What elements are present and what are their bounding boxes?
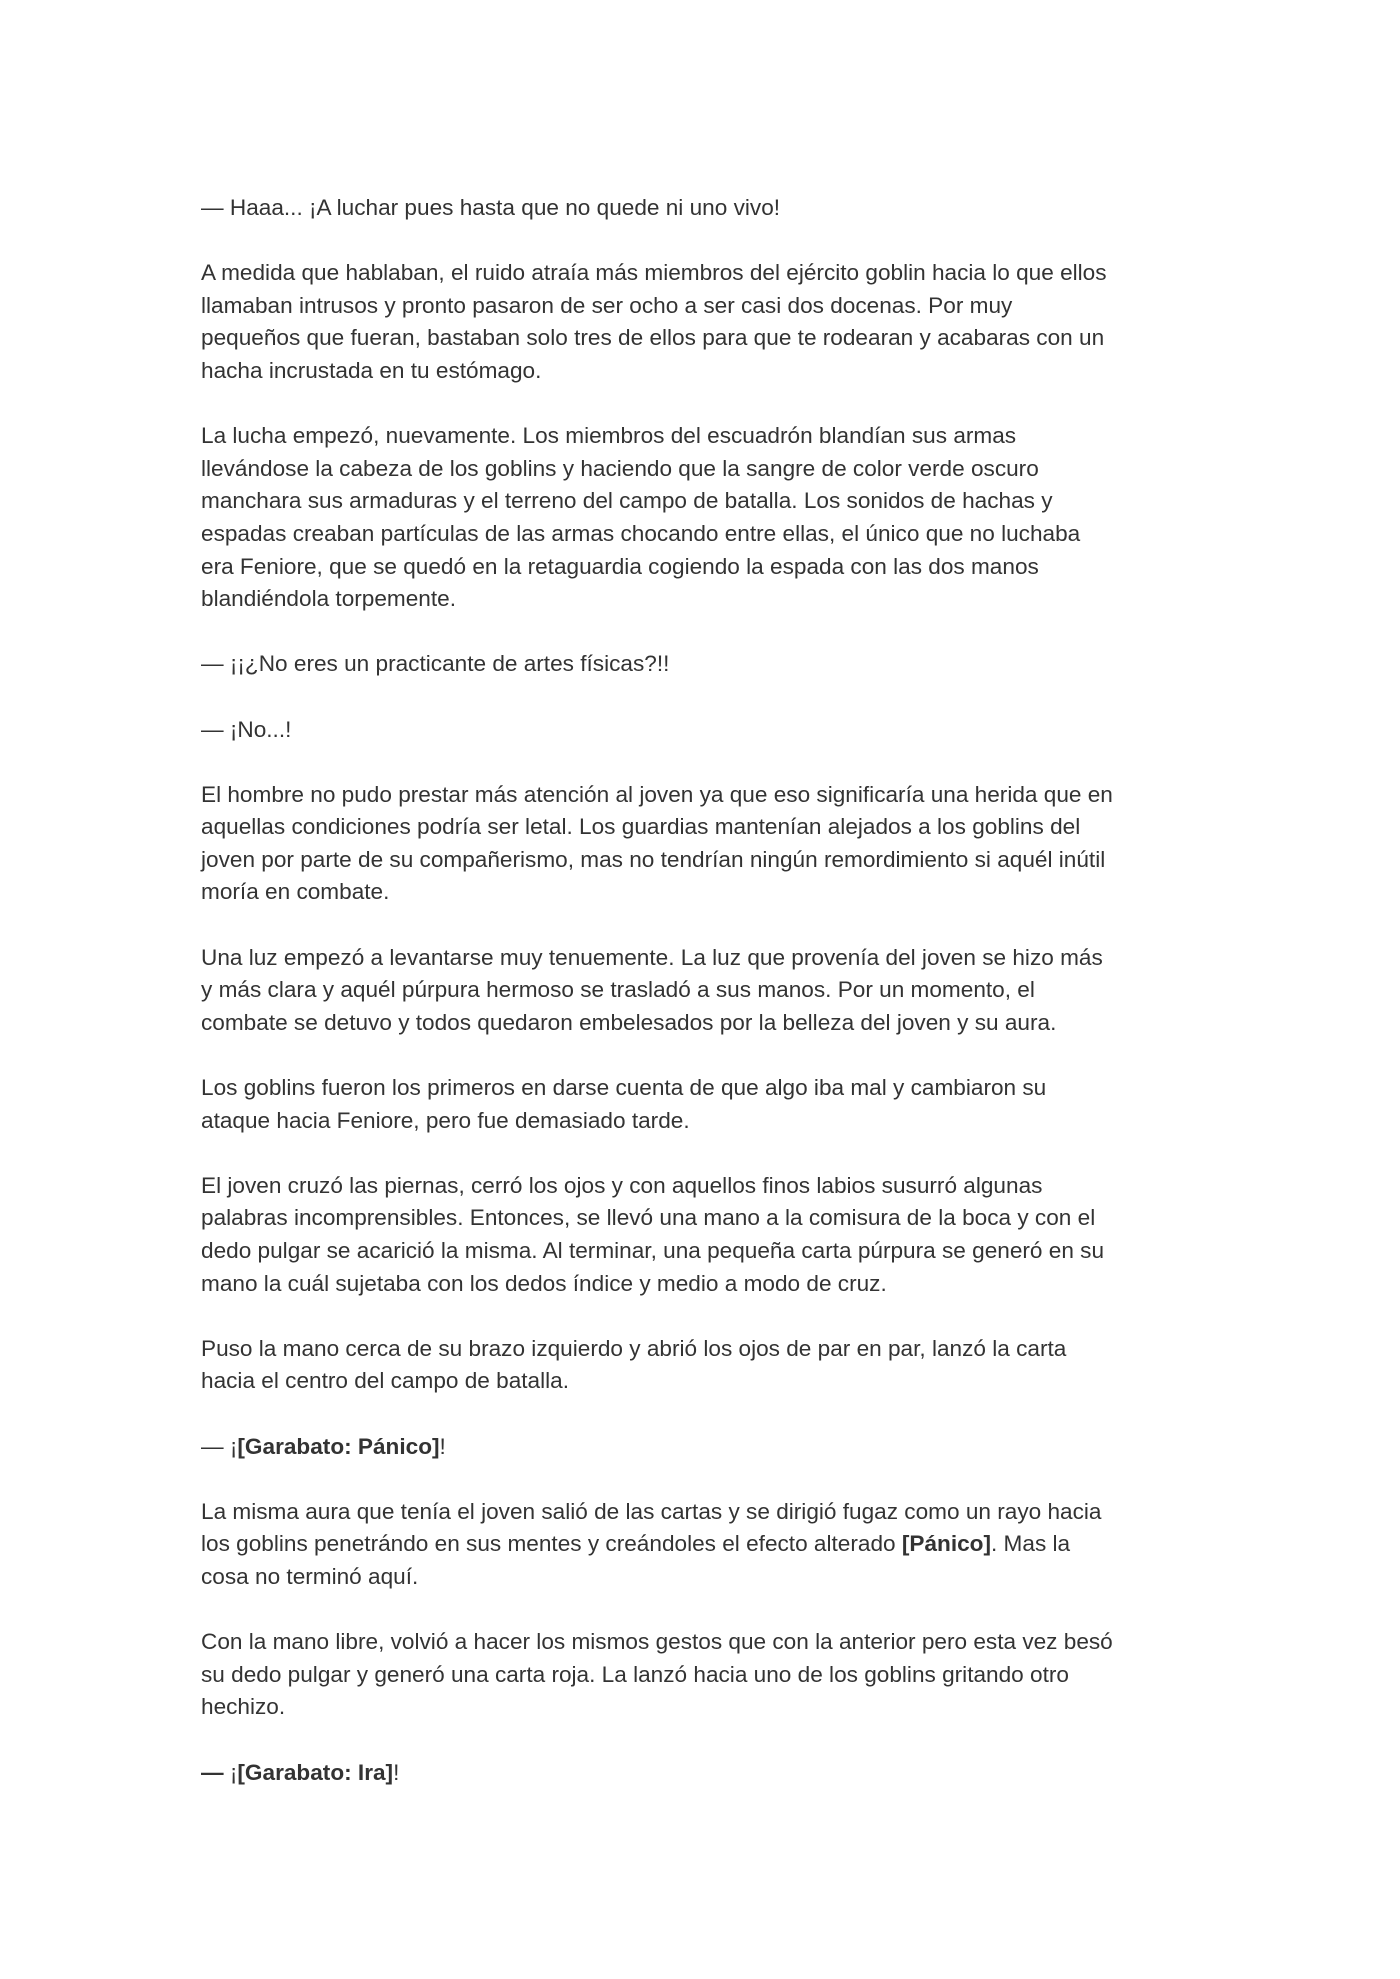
text-line: mano la cuál sujetaba con los dedos índice y medio a modo de cruz. <box>201 1270 887 1296</box>
text-line: dedo pulgar se acarició la misma. Al terminar, una pequeña carta púrpura se generó en su <box>201 1238 1105 1263</box>
text-line: aquellas condiciones podría ser letal. Los guardias mantenían alejados a los goblins del <box>201 814 1081 840</box>
status-effect: [Pánico] <box>901 1531 991 1557</box>
text-line: — ¡¡¿No eres un practicante de artes físicas?!! <box>201 651 670 677</box>
text-line: — ¡No...! <box>201 716 292 742</box>
text-line: llamaban intrusos y pronto pasaron de ser ocho a ser casi dos docenas. Por muy <box>201 292 1013 318</box>
text-line: su dedo pulgar y generó una carta roja. La lanzó hacia uno de los goblins gritando otro <box>201 1661 1069 1687</box>
text-line: espadas creaban partículas de las armas chocando entre ellas, el único que no luchaba <box>201 520 1081 546</box>
text-line: A medida que hablaban, el ruido atraía más miembros del ejército goblin hacia lo que ellos <box>201 260 1107 286</box>
spell-line-panico <box>201 1431 1201 1464</box>
paragraph <box>201 779 1201 909</box>
document-body <box>201 192 1201 1822</box>
text-line: pequeños que fueran, bastaban solo tres de ellos para que te rodearan y acabaras con un <box>201 325 1105 351</box>
text-line <box>201 1528 1201 1561</box>
spell-suffix: ! <box>393 1759 400 1785</box>
spell-name: [Garabato: Ira] <box>237 1759 394 1785</box>
text-line: cosa no terminó aquí. <box>201 1563 419 1589</box>
dialogue-line <box>201 714 1201 747</box>
text-line: hacha incrustada en tu estómago. <box>201 357 542 383</box>
text-line: blandiéndola torpemente. <box>201 586 456 612</box>
dialogue-line <box>201 648 1201 681</box>
text-run: . Mas la <box>991 1531 1071 1557</box>
text-line: Puso la mano cerca de su brazo izquierdo y abrió los ojos de par en par, lanzó la carta <box>201 1335 1067 1361</box>
text-line: moría en combate. <box>201 879 390 905</box>
text-line: El joven cruzó las piernas, cerró los ojos y con aquellos finos labios susurró algunas <box>201 1172 1043 1198</box>
paragraph <box>201 1072 1201 1137</box>
text-line: Los goblins fueron los primeros en darse cuenta de que algo iba mal y cambiaron su <box>201 1075 1047 1101</box>
text-line: El hombre no pudo prestar más atención al joven ya que eso significaría una herida que en <box>201 781 1113 807</box>
paragraph <box>201 942 1201 1040</box>
spell-prefix: ¡ <box>229 1759 238 1785</box>
paragraph <box>201 1170 1201 1300</box>
text-line: La lucha empezó, nuevamente. Los miembros del escuadrón blandían sus armas <box>201 423 1017 449</box>
spell-dash: — <box>201 1759 230 1785</box>
text-line: ataque hacia Feniore, pero fue demasiado tarde. <box>201 1107 690 1133</box>
text-line <box>201 1431 1201 1464</box>
text-run: los goblins penetrándo en sus mentes y creándoles el efecto alterado <box>201 1531 902 1557</box>
text-line: Con la mano libre, volvió a hacer los mismos gestos que con la anterior pero esta vez besó <box>201 1629 1113 1655</box>
dialogue-line <box>201 192 1201 225</box>
paragraph <box>201 1626 1201 1724</box>
text-line: era Feniore, que se quedó en la retaguardia cogiendo la espada con las dos manos <box>201 553 1039 579</box>
text-line: hechizo. <box>201 1694 286 1720</box>
text-line: llevándose la cabeza de los goblins y haciendo que la sangre de color verde oscuro <box>201 455 1039 481</box>
text-line: hacia el centro del campo de batalla. <box>201 1368 570 1394</box>
paragraph <box>201 1496 1201 1594</box>
paragraph <box>201 420 1201 616</box>
spell-prefix: — ¡ <box>201 1433 238 1459</box>
text-line <box>201 1757 1201 1790</box>
text-line: manchara sus armaduras y el terreno del campo de batalla. Los sonidos de hachas y <box>201 488 1053 514</box>
text-line: — Haaa... ¡A luchar pues hasta que no quede ni uno vivo! <box>201 195 781 220</box>
spell-name: [Garabato: Pánico] <box>237 1433 440 1459</box>
text-line: combate se detuvo y todos quedaron embelesados por la belleza del joven y su aura. <box>201 1009 1057 1035</box>
paragraph <box>201 257 1201 387</box>
paragraph <box>201 1333 1201 1398</box>
text-line: y más clara y aquél púrpura hermoso se trasladó a sus manos. Por un momento, el <box>201 977 1035 1003</box>
spell-line-ira <box>201 1757 1201 1790</box>
text-line: palabras incomprensibles. Entonces, se llevó una mano a la comisura de la boca y con el <box>201 1205 1096 1231</box>
text-line: Una luz empezó a levantarse muy tenuemente. La luz que provenía del joven se hizo más <box>201 944 1103 970</box>
spell-suffix: ! <box>439 1433 446 1459</box>
text-line: joven por parte de su compañerismo, mas no tendrían ningún remordimiento si aquél inútil <box>201 846 1106 872</box>
text-line: La misma aura que tenía el joven salió de las cartas y se dirigió fugaz como un rayo hacia <box>201 1498 1102 1524</box>
